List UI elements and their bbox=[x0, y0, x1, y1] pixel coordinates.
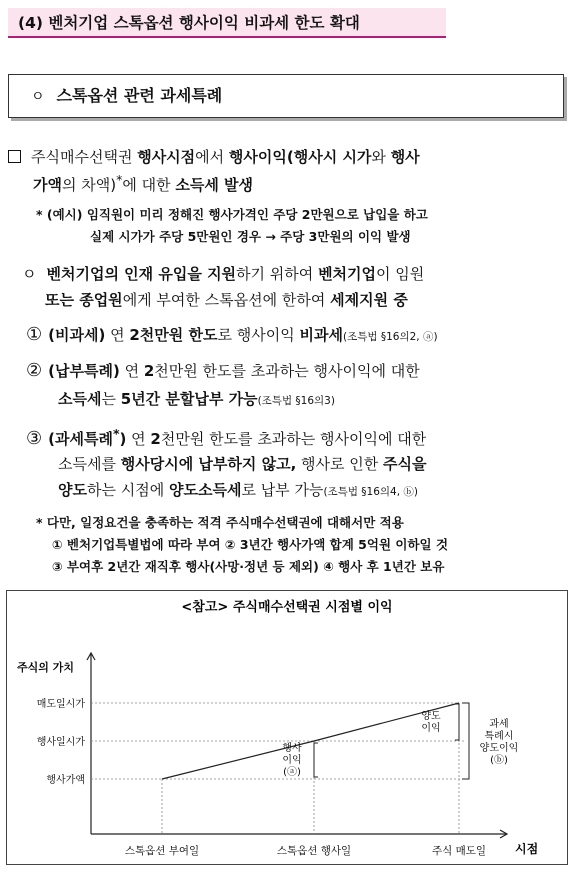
x-tick-label: 스톡옵션 행사일 bbox=[276, 845, 352, 857]
text-span: 에 대한 bbox=[122, 176, 176, 194]
text-span: 에서 bbox=[195, 148, 229, 166]
text-span: 소득세를 bbox=[58, 455, 121, 473]
text-span: 2 bbox=[150, 430, 161, 448]
item-number: ③ bbox=[26, 428, 43, 449]
annotation-a-text: 행사 bbox=[282, 743, 302, 754]
text-span: 세제지원 중 bbox=[330, 291, 408, 309]
note-line2: ① 벤처기업특별법에 따라 부여 ② 3년간 행사가액 합계 5억원 이하일 것 bbox=[52, 537, 449, 552]
text-span: (납부특례) bbox=[48, 362, 120, 380]
text-span: 주식매수선택권 bbox=[31, 148, 138, 166]
text-span: 천만원 한도를 초과하는 행사이익에 대한 bbox=[154, 362, 420, 380]
text-span: 또는 종업원 bbox=[45, 291, 123, 309]
text-span: 와 bbox=[371, 148, 391, 166]
y-tick-label: 매도일시가 bbox=[36, 699, 85, 710]
section-title: (4) 벤처기업 스톡옵션 행사이익 비과세 한도 확대 bbox=[8, 8, 446, 38]
chart-layer bbox=[37, 653, 519, 857]
text-span: 의 차액) bbox=[61, 176, 117, 194]
text-span: 비과세 bbox=[299, 326, 343, 344]
text-span: 양도소득세 bbox=[168, 481, 242, 499]
reference-chart bbox=[6, 590, 568, 865]
text-span: (과세특례 bbox=[48, 430, 113, 448]
text-span: 하기 위하여 bbox=[236, 265, 319, 283]
text-span: 행사 bbox=[390, 148, 420, 166]
item3-line2 bbox=[58, 453, 427, 474]
text-span: 소득세 발생 bbox=[175, 176, 254, 194]
text-span: 행사당시에 납부하지 않고, bbox=[120, 455, 297, 473]
item2-line1 bbox=[26, 360, 420, 381]
text-span: 연 bbox=[105, 326, 130, 344]
text-span: 행사시점 bbox=[137, 148, 196, 166]
y-axis-label: 주식의 가치 bbox=[17, 661, 74, 674]
annotation-a-text: 이익 bbox=[282, 755, 302, 766]
subheading-text: 스톡옵션 관련 과세특례 bbox=[56, 86, 223, 105]
text-span: 소득세 bbox=[58, 390, 102, 408]
text-span: 에게 부여한 스톡옵션에 한하여 bbox=[122, 291, 331, 309]
y-tick-label: 행사일시가 bbox=[36, 737, 85, 748]
text-span: 5년간 분할납부 가능 bbox=[120, 390, 258, 408]
bullet-marker: ㅇ bbox=[22, 265, 37, 283]
subheading-box bbox=[8, 74, 564, 118]
law-reference: (조특법 §16의3) bbox=[257, 395, 335, 407]
note-line1: * 다만, 일정요건을 충족하는 적격 주식매수선택권에 대해서만 적용 bbox=[36, 515, 404, 530]
text-span: 연 bbox=[126, 430, 151, 448]
example-line1: * (예시) 임직원이 미리 정해진 행사가격인 주당 2만원으로 납입을 하고 bbox=[36, 207, 428, 222]
text-span: 하는 시점에 bbox=[86, 481, 169, 499]
note-line3: ③ 부여후 2년간 재직후 행사(사망·정년 등 제외) ④ 행사 후 1년간 보유 bbox=[52, 559, 445, 574]
item3-line3 bbox=[58, 479, 418, 500]
x-tick-label: 스톡옵션 부여일 bbox=[124, 845, 200, 857]
item-number: ① bbox=[26, 324, 43, 345]
annotation-b-text: 과세 bbox=[489, 719, 509, 730]
text-span: 가액 bbox=[33, 176, 62, 194]
item1-line1 bbox=[26, 324, 438, 345]
annotation-c-text: 양도 bbox=[421, 711, 441, 722]
law-reference: (조특법 §16의2, ⓐ) bbox=[342, 331, 438, 343]
y-tick-label: 행사가액 bbox=[46, 775, 85, 786]
bracket-a bbox=[314, 743, 318, 777]
item2-line2 bbox=[58, 388, 335, 409]
annotation-b-text: (ⓑ) bbox=[490, 755, 508, 766]
para1-line2 bbox=[33, 172, 253, 195]
bracket-c bbox=[455, 704, 459, 740]
bullet-marker: ㅇ bbox=[31, 89, 45, 105]
square-bullet-icon bbox=[8, 150, 21, 163]
chart-svg bbox=[7, 591, 567, 864]
text-span: 이 임원 bbox=[376, 265, 425, 283]
text-span: 로 행사이익 bbox=[217, 326, 300, 344]
annotation-b-text: 양도이익 bbox=[479, 743, 519, 754]
text-span: 행사이익 bbox=[228, 148, 287, 166]
para2-line2 bbox=[45, 289, 408, 310]
chart-title: <참고> 주식매수선택권 시점별 이익 bbox=[181, 600, 393, 615]
annotation-a-text: (ⓐ) bbox=[283, 767, 301, 778]
annotation-c-text: 이익 bbox=[421, 723, 441, 734]
footnote-mark: * bbox=[112, 426, 120, 441]
text-span: ) bbox=[119, 430, 127, 448]
item-number: ② bbox=[26, 360, 43, 381]
x-axis-label: 시점 bbox=[515, 842, 539, 856]
text-span: 2 bbox=[143, 362, 155, 380]
text-span: (행사시 시가 bbox=[286, 148, 372, 166]
x-tick-label: 주식 매도일 bbox=[431, 845, 487, 857]
text-span: 양도 bbox=[58, 481, 87, 499]
footnote-mark: * bbox=[116, 172, 123, 187]
law-reference: (조특법 §16의4, ⓑ) bbox=[323, 486, 419, 498]
text-span: (비과세) bbox=[48, 326, 106, 344]
text-span: 천만원 한도를 초과하는 행사이익에 대한 bbox=[160, 430, 427, 448]
text-span: 는 bbox=[101, 390, 121, 408]
text-span: 벤처기업 bbox=[318, 265, 377, 283]
para1-line1 bbox=[8, 146, 420, 167]
item3-line1 bbox=[26, 426, 426, 449]
text-span: 주식을 bbox=[383, 455, 427, 473]
text-span: 2천만원 한도 bbox=[129, 326, 218, 344]
example-line2: 실제 시가가 주당 5만원인 경우 → 주당 3만원의 이익 발생 bbox=[90, 229, 411, 244]
text-span: 벤처기업의 인재 유입을 지원 bbox=[46, 265, 237, 283]
annotation-b-text: 특례시 bbox=[484, 731, 514, 742]
text-span: 로 납부 가능 bbox=[241, 481, 324, 499]
text-span: 연 bbox=[119, 362, 144, 380]
text-span: 행사로 인한 bbox=[296, 455, 384, 473]
para2-line1 bbox=[22, 263, 424, 284]
